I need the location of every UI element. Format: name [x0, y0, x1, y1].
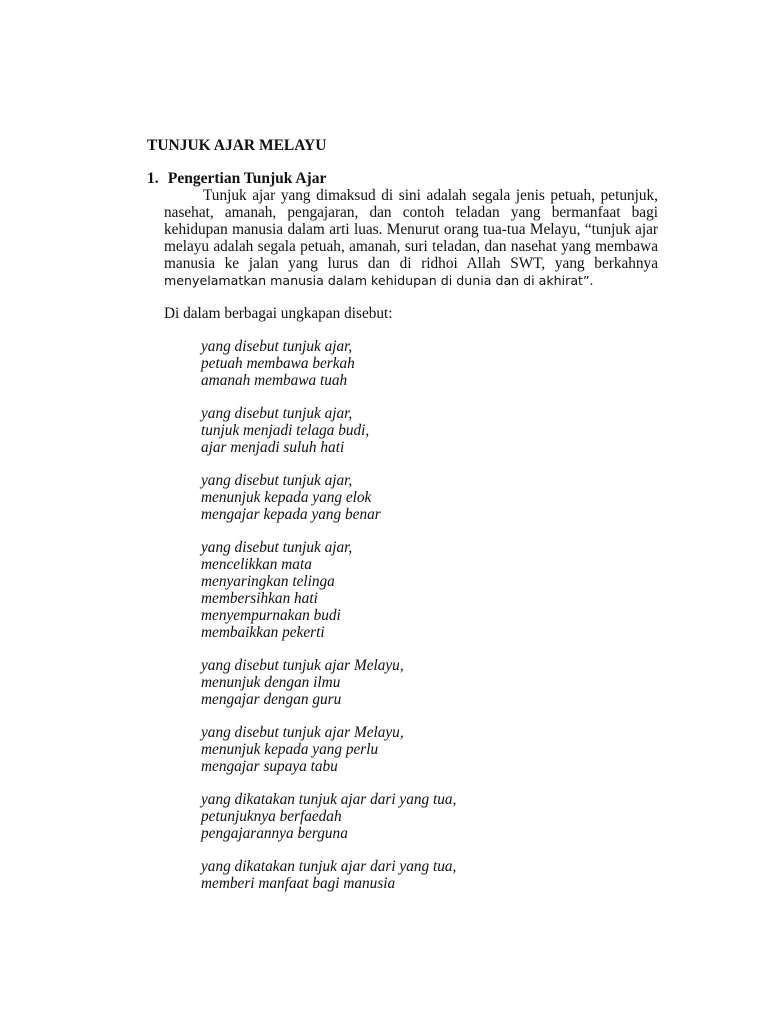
poem-line: yang dikatakan tunjuk ajar dari yang tua,	[201, 858, 457, 875]
poem-line: membersihkan hati	[201, 590, 318, 607]
poem-line: memberi manfaat bagi manusia	[201, 875, 396, 892]
poem-line: yang dikatakan tunjuk ajar dari yang tua,	[201, 791, 457, 808]
intro-text: Di dalam berbagai ungkapan disebut:	[164, 305, 393, 322]
document-title: TUNJUK AJAR MELAYU	[147, 137, 327, 154]
poem-line: petuah membawa berkah	[201, 355, 355, 372]
poem-line: menunjuk kepada yang elok	[201, 489, 372, 506]
paragraph-last-line: menyelamatkan manusia dalam kehidupan di dunia dan di akhirat”.	[164, 273, 594, 288]
poem-stanza	[201, 791, 456, 842]
poem-line: menunjuk dengan ilmu	[201, 674, 341, 691]
poem-line: mengajar supaya tabu	[201, 758, 338, 775]
section-heading	[147, 170, 326, 188]
poem-stanza	[201, 338, 456, 389]
poem-line: membaikkan pekerti	[201, 624, 325, 641]
paragraph-text: Tunjuk ajar yang dimaksud di sini adalah segala jenis petuah, petunjuk, nasehat, amanah, pengajaran, dan contoh teladan yang bermanfaat bagi kehidupan manusia dalam arti luas. Menurut orang tua-tua Melayu, “tunjuk ajar melayu adalah segala petuah, amanah, suri teladan, dan nasehat yang membawa manusia ke jalan yang lurus dan di ridhoi Allah SWT, yang berkahnya	[164, 187, 658, 272]
poem-line: yang disebut tunjuk ajar,	[201, 539, 353, 556]
poem-line: mengajar kepada yang benar	[201, 506, 381, 523]
poem-line: pengajarannya berguna	[201, 825, 348, 842]
poem-line: yang disebut tunjuk ajar,	[201, 405, 353, 422]
poem-line: yang disebut tunjuk ajar,	[201, 472, 353, 489]
poem-line: menunjuk kepada yang perlu	[201, 741, 379, 758]
poem-stanza	[201, 472, 456, 523]
section-heading-text: Pengertian Tunjuk Ajar	[167, 170, 327, 187]
poem-line: yang disebut tunjuk ajar Melayu,	[201, 657, 404, 674]
section-number: 1.	[147, 170, 159, 187]
poem	[201, 338, 456, 908]
poem-line: menyempurnakan budi	[201, 607, 341, 624]
poem-stanza	[201, 657, 456, 708]
poem-line: petunjuknya berfaedah	[201, 808, 342, 825]
poem-stanza	[201, 539, 456, 641]
poem-stanza	[201, 858, 456, 892]
poem-line: yang disebut tunjuk ajar,	[201, 338, 353, 355]
poem-stanza	[201, 405, 456, 456]
poem-line: menyaringkan telinga	[201, 573, 335, 590]
section-paragraph	[164, 187, 658, 289]
poem-line: tunjuk menjadi telaga budi,	[201, 422, 370, 439]
poem-line: yang disebut tunjuk ajar Melayu,	[201, 724, 404, 741]
poem-line: mengajar dengan guru	[201, 691, 342, 708]
poem-line: amanah membawa tuah	[201, 372, 348, 389]
poem-stanza	[201, 724, 456, 775]
poem-line: mencelikkan mata	[201, 556, 312, 573]
poem-line: ajar menjadi suluh hati	[201, 439, 345, 456]
